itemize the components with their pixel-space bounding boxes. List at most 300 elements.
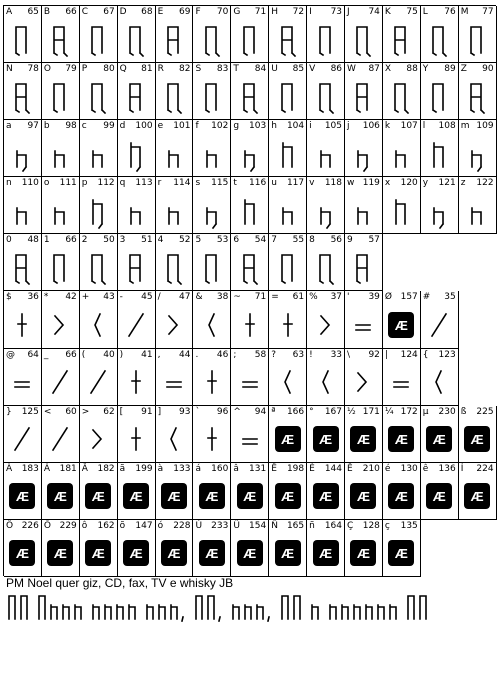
glyph-preview <box>193 77 230 116</box>
glyph-shape <box>9 192 35 230</box>
glyph-stroke <box>321 151 330 167</box>
glyph-stroke <box>245 200 254 224</box>
glyph-cell <box>307 177 345 234</box>
character-code: 72 <box>292 7 305 17</box>
glyph-cell <box>345 349 383 406</box>
character-label: ° <box>309 406 314 417</box>
empty-cell <box>459 349 497 406</box>
character-label: h <box>271 121 277 132</box>
glyph-preview <box>118 77 155 116</box>
glyph-cell <box>156 120 194 177</box>
character-code: 36 <box>27 292 39 303</box>
glyph-preview <box>4 420 41 459</box>
glyph-cell <box>80 234 118 291</box>
character-label: Y <box>422 64 429 75</box>
glyph-stroke <box>244 84 257 113</box>
glyph-preview <box>345 191 382 230</box>
glyph-preview <box>345 420 382 459</box>
character-label: Ñ <box>271 520 278 531</box>
character-label: P <box>81 64 88 75</box>
character-code: 97 <box>27 121 39 132</box>
glyph-shape <box>199 420 225 458</box>
glyph-shape <box>199 306 225 344</box>
glyph-shape <box>161 135 187 173</box>
glyph-cell <box>383 463 421 520</box>
glyph-stroke <box>282 84 292 112</box>
glyph-cell <box>269 234 307 291</box>
glyph-cell <box>345 463 383 520</box>
glyph-cell <box>118 6 156 63</box>
glyph-stroke <box>93 200 102 228</box>
missing-glyph-box: Æ <box>428 485 450 507</box>
glyph-shape <box>426 192 452 230</box>
missing-glyph-box: Æ <box>315 485 337 507</box>
character-label: 9 <box>347 235 353 246</box>
glyph-cell <box>80 177 118 234</box>
glyph-cell <box>193 463 231 520</box>
glyph-stroke <box>17 151 26 171</box>
character-code: 84 <box>254 64 267 75</box>
glyph-shape <box>275 78 301 116</box>
character-label: G <box>233 7 241 17</box>
glyph-stroke <box>168 255 181 284</box>
character-label: @ <box>6 349 15 360</box>
character-code: 112 <box>97 178 115 189</box>
glyph-cell <box>421 291 459 348</box>
character-code: 44 <box>179 349 191 360</box>
glyph-stroke <box>472 208 481 224</box>
glyph-preview <box>4 477 41 516</box>
character-code: 133 <box>173 463 191 474</box>
glyph-cell <box>4 291 42 348</box>
character-label: _ <box>43 349 49 360</box>
glyph-preview <box>421 134 458 173</box>
glyph-cell <box>118 463 156 520</box>
glyph-cell <box>193 177 231 234</box>
glyph-preview <box>269 20 306 59</box>
glyph-stroke <box>92 27 102 55</box>
glyph-preview <box>80 534 117 573</box>
glyph-stroke <box>55 208 64 224</box>
glyph-preview <box>4 363 41 402</box>
glyph-shape <box>313 306 339 344</box>
character-code: 98 <box>65 121 77 132</box>
character-label: Õ <box>43 520 51 531</box>
glyph-cell <box>231 520 269 577</box>
glyph-cell <box>156 463 194 520</box>
glyph-preview <box>80 20 117 59</box>
glyph-cell <box>345 6 383 63</box>
glyph-preview <box>307 134 344 173</box>
character-code: 124 <box>400 349 418 360</box>
glyph-stroke <box>208 371 216 393</box>
glyph-cell <box>421 406 459 463</box>
character-label: Í <box>460 463 464 474</box>
glyph-cell <box>459 120 497 177</box>
glyph-stroke <box>91 371 105 393</box>
character-label: É <box>309 463 315 474</box>
character-label: ½ <box>347 406 356 417</box>
missing-glyph-box: Æ <box>390 428 412 450</box>
character-label: Â <box>81 463 88 474</box>
glyph-preview <box>42 248 79 287</box>
glyph-shape <box>47 21 73 59</box>
glyph-preview <box>421 191 458 230</box>
glyph-preview <box>118 20 155 59</box>
glyph-preview <box>80 191 117 230</box>
glyph-cell <box>459 63 497 120</box>
glyph-preview <box>4 77 41 116</box>
missing-glyph-box: Æ <box>390 485 412 507</box>
glyph-shape <box>199 78 225 116</box>
glyph-preview <box>269 534 306 573</box>
missing-glyph-box: Æ <box>277 428 299 450</box>
glyph-stroke <box>283 143 292 167</box>
glyph-preview <box>307 420 344 459</box>
glyph-preview <box>156 134 193 173</box>
empty-cell <box>459 291 497 348</box>
glyph-stroke <box>168 84 181 113</box>
glyph-cell <box>156 406 194 463</box>
character-label: F <box>195 7 201 17</box>
glyph-stroke <box>15 382 29 387</box>
glyph-stroke <box>207 151 216 167</box>
character-label: < <box>43 406 52 417</box>
character-label: m <box>460 121 470 132</box>
character-code: 106 <box>362 121 380 132</box>
missing-glyph-box: Æ <box>125 485 147 507</box>
missing-glyph-box: Æ <box>163 485 185 507</box>
glyph-preview <box>193 477 230 516</box>
character-label: T <box>233 64 239 75</box>
sample-glyph <box>63 605 69 619</box>
character-code: 96 <box>216 406 229 417</box>
glyph-stroke <box>55 151 64 167</box>
glyph-shape <box>199 249 225 287</box>
glyph-preview <box>459 77 496 116</box>
glyph-stroke <box>130 84 140 112</box>
glyph-stroke <box>434 143 443 167</box>
glyph-preview <box>459 420 496 459</box>
character-code: 103 <box>249 121 267 132</box>
character-code: 89 <box>444 64 456 75</box>
glyph-preview <box>42 363 79 402</box>
glyph-preview <box>80 477 117 516</box>
character-code: 90 <box>482 64 494 75</box>
glyph-stroke <box>93 151 102 167</box>
glyph-stroke <box>320 27 330 55</box>
glyph-preview <box>42 77 79 116</box>
glyph-preview <box>231 134 268 173</box>
character-label: C <box>81 7 89 17</box>
missing-glyph-box: Æ <box>87 542 109 564</box>
character-code: 76 <box>444 7 456 17</box>
character-code: 69 <box>179 7 191 17</box>
glyph-stroke <box>320 255 333 284</box>
character-code: 198 <box>286 463 305 474</box>
sample-glyph <box>233 605 239 619</box>
character-label: a <box>6 121 12 132</box>
glyph-preview <box>156 248 193 287</box>
glyph-shape <box>350 249 376 287</box>
character-label: j <box>347 121 350 132</box>
glyph-shape <box>388 135 414 173</box>
glyph-preview <box>118 420 155 459</box>
character-code: 66 <box>65 349 77 360</box>
character-code: 135 <box>400 520 418 531</box>
glyph-cell <box>307 406 345 463</box>
glyph-shape <box>237 192 263 230</box>
glyph-shape <box>85 78 111 116</box>
glyph-shape <box>237 420 263 458</box>
character-code: 70 <box>216 7 229 17</box>
glyph-cell <box>42 291 80 348</box>
glyph-stroke <box>282 255 292 283</box>
glyph-shape <box>47 249 73 287</box>
glyph-cell <box>4 234 42 291</box>
glyph-cell <box>193 291 231 348</box>
sample-glyph <box>208 596 214 619</box>
glyph-cell <box>156 177 194 234</box>
glyph-preview <box>42 20 79 59</box>
character-code: 93 <box>179 406 191 417</box>
glyph-cell <box>80 406 118 463</box>
glyph-stroke <box>207 208 216 228</box>
character-label: g <box>233 121 240 132</box>
glyph-preview <box>193 20 230 59</box>
glyph-cell <box>193 406 231 463</box>
glyph-cell <box>4 520 42 577</box>
glyph-shape <box>161 306 187 344</box>
glyph-shape <box>47 420 73 458</box>
glyph-cell <box>156 349 194 406</box>
character-code: 108 <box>438 121 456 132</box>
missing-glyph-box: Æ <box>11 485 33 507</box>
missing-glyph-box: Æ <box>466 428 488 450</box>
glyph-stroke <box>358 151 367 171</box>
glyph-shape <box>199 21 225 59</box>
sample-glyph <box>342 605 348 619</box>
empty-cell <box>459 520 497 577</box>
glyph-preview <box>80 134 117 173</box>
character-label: S <box>195 64 202 75</box>
glyph-shape <box>426 363 452 401</box>
glyph-shape <box>199 192 225 230</box>
glyph-preview <box>193 534 230 573</box>
glyph-shape <box>9 306 35 344</box>
character-code: 87 <box>368 64 380 75</box>
character-code: 105 <box>324 121 343 132</box>
glyph-cell <box>269 291 307 348</box>
glyph-shape <box>388 363 414 401</box>
character-label: D <box>119 7 127 17</box>
glyph-cell <box>4 406 42 463</box>
glyph-preview <box>156 77 193 116</box>
character-code: 123 <box>438 349 456 360</box>
character-label: ) <box>119 349 124 360</box>
glyph-cell <box>345 177 383 234</box>
glyph-preview <box>156 420 193 459</box>
glyph-cell <box>42 63 80 120</box>
glyph-cell <box>4 6 42 63</box>
glyph-preview <box>383 20 420 59</box>
glyph-stroke <box>169 151 178 167</box>
sample-glyph <box>21 596 27 619</box>
glyph-stroke <box>92 255 105 284</box>
character-label: b <box>43 121 50 132</box>
empty-cell <box>421 234 459 291</box>
glyph-preview <box>80 305 117 344</box>
sample-rendering <box>6 593 496 623</box>
glyph-preview <box>156 534 193 573</box>
missing-glyph-box: Æ <box>239 542 261 564</box>
character-label: [ <box>119 406 124 417</box>
character-code: 64 <box>27 349 39 360</box>
character-code: 226 <box>21 520 39 531</box>
glyph-preview <box>459 477 496 516</box>
sample-glyph <box>268 617 269 621</box>
glyph-cell <box>4 120 42 177</box>
missing-glyph-box: Æ <box>352 428 374 450</box>
character-code: 121 <box>438 178 456 189</box>
glyph-shape <box>388 78 414 116</box>
missing-glyph-box: Æ <box>352 485 374 507</box>
glyph-shape <box>123 78 149 116</box>
character-code: 60 <box>65 406 77 417</box>
glyph-preview <box>459 20 496 59</box>
character-code: 117 <box>286 178 305 189</box>
glyph-grid <box>3 5 496 576</box>
glyph-cell <box>421 6 459 63</box>
glyph-preview <box>118 534 155 573</box>
glyph-stroke <box>432 314 446 336</box>
character-label: , <box>157 349 161 360</box>
character-code: 82 <box>179 64 191 75</box>
glyph-shape <box>47 78 73 116</box>
character-label: A <box>6 7 13 17</box>
glyph-cell <box>231 234 269 291</box>
character-label: ! <box>309 349 313 360</box>
glyph-shape <box>237 363 263 401</box>
character-label: U <box>271 64 278 75</box>
glyph-cell <box>193 63 231 120</box>
sample-glyph <box>366 605 372 619</box>
glyph-shape <box>275 363 301 401</box>
character-code: 62 <box>103 406 115 417</box>
glyph-cell <box>307 349 345 406</box>
sample-glyph <box>408 596 414 619</box>
glyph-stroke <box>17 208 26 224</box>
character-label: i <box>309 121 312 132</box>
glyph-shape <box>85 306 111 344</box>
glyph-stroke <box>55 316 63 334</box>
character-label: W <box>347 64 356 75</box>
glyph-cell <box>42 463 80 520</box>
glyph-stroke <box>206 27 219 56</box>
glyph-stroke <box>129 314 143 336</box>
character-code: 75 <box>406 7 418 17</box>
glyph-stroke <box>130 255 140 283</box>
character-label: c <box>81 121 87 132</box>
glyph-shape <box>123 363 149 401</box>
glyph-stroke <box>130 27 143 56</box>
glyph-cell <box>421 177 459 234</box>
character-code: 131 <box>249 463 267 474</box>
character-label: 1 <box>43 235 50 246</box>
glyph-stroke <box>16 27 26 55</box>
character-code: 46 <box>216 349 229 360</box>
character-label: ¼ <box>384 406 394 417</box>
glyph-preview <box>345 248 382 287</box>
glyph-cell <box>156 63 194 120</box>
character-label: I <box>309 7 312 17</box>
glyph-shape <box>313 135 339 173</box>
glyph-cell <box>345 520 383 577</box>
character-code: 56 <box>330 235 343 246</box>
character-code: 88 <box>406 64 418 75</box>
missing-glyph-box: Æ <box>352 542 374 564</box>
character-code: 47 <box>179 292 191 303</box>
glyph-stroke <box>53 428 67 450</box>
glyph-cell <box>459 177 497 234</box>
glyph-preview <box>231 477 268 516</box>
character-code: 52 <box>179 235 191 246</box>
sample-glyph <box>420 596 426 619</box>
glyph-stroke <box>283 208 292 224</box>
missing-glyph-box: Æ <box>49 542 71 564</box>
character-code: 183 <box>21 463 39 474</box>
glyph-preview <box>307 191 344 230</box>
glyph-stroke <box>285 371 290 393</box>
character-label: # <box>422 292 431 303</box>
character-label: y <box>422 178 429 189</box>
glyph-preview <box>269 134 306 173</box>
character-label: À <box>6 463 13 474</box>
character-code: 80 <box>103 64 115 75</box>
missing-glyph-box: Æ <box>277 542 299 564</box>
character-code: 125 <box>21 406 39 417</box>
character-label: N <box>6 64 13 75</box>
glyph-cell <box>118 234 156 291</box>
glyph-shape <box>237 78 263 116</box>
glyph-preview <box>345 134 382 173</box>
character-code: 81 <box>141 64 153 75</box>
sample-glyph <box>171 605 177 619</box>
character-label: é <box>384 463 391 474</box>
glyph-stroke <box>95 314 100 336</box>
character-code: 111 <box>59 178 77 189</box>
glyph-cell <box>269 349 307 406</box>
glyph-cell <box>42 349 80 406</box>
character-label: & <box>195 292 203 303</box>
glyph-shape <box>161 78 187 116</box>
glyph-preview <box>118 191 155 230</box>
character-code: 74 <box>368 7 380 17</box>
glyph-shape <box>313 363 339 401</box>
character-code: 61 <box>292 292 305 303</box>
glyph-preview <box>4 248 41 287</box>
character-code: 91 <box>141 406 153 417</box>
glyph-cell <box>383 520 421 577</box>
glyph-cell <box>231 349 269 406</box>
character-label: k <box>384 121 391 132</box>
character-code: 102 <box>211 121 229 132</box>
glyph-stroke <box>433 84 443 112</box>
glyph-stroke <box>243 382 257 387</box>
glyph-cell <box>42 120 80 177</box>
character-label: f <box>195 121 199 132</box>
glyph-stroke <box>433 27 446 56</box>
